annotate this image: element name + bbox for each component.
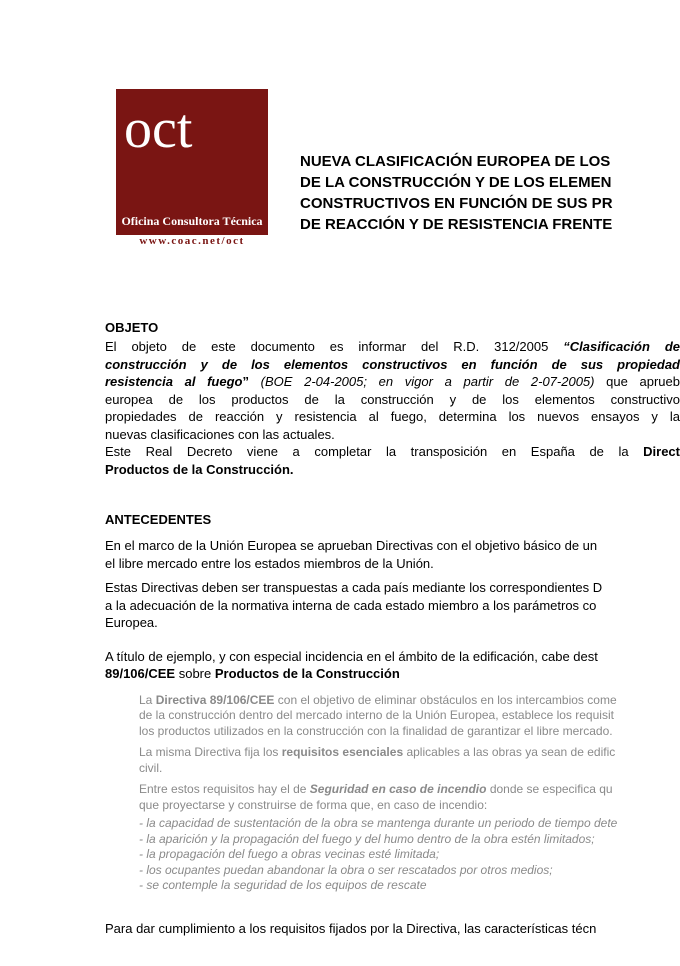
quote-list-item: - los ocupantes puedan abandonar la obra o ser rescatados por otros medios; bbox=[139, 862, 553, 877]
title-line: DE LA CONSTRUCCIÓN Y DE LOS ELEMEN bbox=[300, 174, 612, 191]
quote-line: Entre estos requisitos hay el de Seguridad en caso de incendio donde se especifica qu bbox=[139, 782, 613, 796]
quote-list-item: - la capacidad de sustentación de la obra se mantenga durante un periodo de tiempo dete bbox=[139, 816, 618, 830]
logo bbox=[116, 89, 268, 235]
title-line: NUEVA CLASIFICACIÓN EUROPEA DE LOS bbox=[300, 153, 611, 170]
paragraph-line: propiedades de reacción y resistencia al fuego, determina los nuevos ensayos y la bbox=[105, 409, 680, 424]
paragraph-line: Productos de la Construcción. bbox=[105, 461, 294, 477]
logo-text: oct bbox=[124, 98, 193, 160]
document-title bbox=[300, 151, 680, 235]
paragraph-line: En el marco de la Unión Europea se aprueban Directivas con el objetivo básico de un bbox=[105, 538, 598, 553]
paragraph-line: europea de los productos de la construcción y de los elementos constructivo bbox=[105, 391, 680, 407]
quote-line: civil. bbox=[139, 760, 163, 775]
paragraph-line: nuevas clasificaciones con las actuales. bbox=[105, 426, 335, 442]
paragraph-line: 89/106/CEE sobre Productos de la Construcción bbox=[105, 666, 400, 681]
section-heading-objeto: OBJETO bbox=[105, 320, 159, 335]
quote-list-item: - la aparición y la propagación del fuego y del humo dentro de la obra estén limitados; bbox=[139, 831, 595, 846]
directive-quote bbox=[139, 693, 680, 894]
paragraph-line: A título de ejemplo, y con especial incidencia en el ámbito de la edificación, cabe dest bbox=[105, 648, 598, 664]
logo-subtitle: Oficina Consultora Técnica bbox=[121, 214, 263, 228]
paragraph-line: resistencia al fuego” (BOE 2-04-2005; en vigor a partir de 2-07-2005) que aprueb bbox=[105, 374, 680, 389]
logo-url: www.coac.net/oct bbox=[139, 235, 245, 247]
paragraph-line: el libre mercado entre los estados miembros de la Unión. bbox=[105, 555, 434, 571]
quote-line: que proyectarse y construirse de forma que, en caso de incendio: bbox=[139, 797, 488, 812]
paragraph-line: construcción y de los elementos constructivos en función de sus propiedad bbox=[105, 356, 680, 372]
quote-line: de la construcción dentro del mercado interno de la Unión Europea, establece los requisit bbox=[139, 708, 614, 722]
paragraph-line: Europea. bbox=[105, 615, 158, 630]
document-body bbox=[105, 319, 680, 937]
quote-list-item: - la propagación del fuego a obras vecinas esté limitada; bbox=[139, 847, 440, 861]
quote-line: La Directiva 89/106/CEE con el objetivo de eliminar obstáculos en los intercambios come bbox=[139, 692, 617, 707]
paragraph-line: a la adecuación de la normativa interna de cada estado miembro a los parámetros co bbox=[105, 597, 597, 613]
quote-line: los productos utilizados en la construcción con la finalidad de garantizar el libre mercado. bbox=[139, 723, 613, 738]
quote-list-item: - se contemple la seguridad de los equipos de rescate bbox=[139, 878, 427, 892]
paragraph-line: El objeto de este documento es informar del R.D. 312/2005 “Clasificación de bbox=[105, 339, 680, 354]
paragraph-line: Para dar cumplimiento a los requisitos fijados por la Directiva, las características técn bbox=[105, 920, 597, 936]
title-line: DE REACCIÓN Y DE RESISTENCIA FRENTE bbox=[300, 216, 613, 233]
section-heading-antecedentes: ANTECEDENTES bbox=[105, 512, 212, 527]
quote-line: La misma Directiva fija los requisitos esenciales aplicables a las obras ya sean de edific bbox=[139, 745, 616, 759]
paragraph-line: Estas Directivas deben ser transpuestas a cada país mediante los correspondientes D bbox=[105, 580, 603, 595]
paragraph-line: Este Real Decreto viene a completar la transposición en España de la Direct bbox=[105, 444, 680, 459]
title-line: CONSTRUCTIVOS EN FUNCIÓN DE SUS PR bbox=[300, 195, 613, 212]
